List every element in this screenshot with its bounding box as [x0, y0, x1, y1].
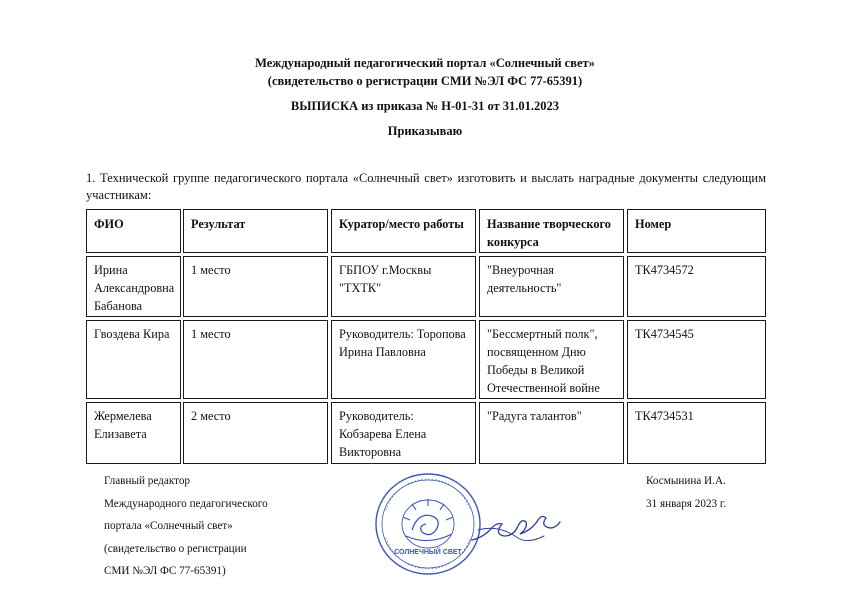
header-fio: ФИО [86, 209, 181, 253]
header-contest: Название творческого конкурса [479, 209, 624, 253]
order-word: Приказываю [387, 124, 463, 138]
editor-name: Космынина И.А. [646, 475, 726, 487]
row3-contest: "Радуга талантов" [479, 402, 624, 464]
registration-line: (свидетельство о регистрации СМИ №ЭЛ ФС 77-65391) [267, 74, 583, 88]
row2-contest: "Бессмертный полк", посвященном Дню Победы в Великой Отечественной войне [479, 320, 624, 399]
editor-line-3: портала «Солнечный свет» [104, 520, 233, 532]
editor-line-1: Главный редактор [104, 475, 191, 487]
svg-text:СОЛНЕЧНЫЙ СВЕТ: СОЛНЕЧНЫЙ СВЕТ [394, 549, 462, 556]
row3-result: 2 место [183, 402, 328, 464]
row1-number: ТК4734572 [627, 256, 766, 317]
row2-number: ТК4734545 [627, 320, 766, 399]
row3-fio: Жермелева Елизавета [86, 402, 181, 464]
editor-line-2: Международного педагогического [104, 498, 268, 510]
intro-paragraph: 1. Технической группе педагогического портала «Солнечный свет» изготовить и выслать наградные документы следующим участникам: [86, 171, 766, 202]
header-result: Результат [183, 209, 328, 253]
handwritten-signature [468, 500, 563, 555]
row2-fio: Гвоздева Кира [86, 320, 181, 399]
row3-curator: Руководитель: Кобзарева Елена Викторовна [331, 402, 476, 464]
editor-line-5: СМИ №ЭЛ ФС 77-65391) [104, 565, 226, 577]
row2-result: 1 место [183, 320, 328, 399]
row1-contest: "Внеурочная деятельность" [479, 256, 624, 317]
row1-result: 1 место [183, 256, 328, 317]
row3-number: ТК4734531 [627, 402, 766, 464]
row2-curator: Руководитель: Торопова Ирина Павловна [331, 320, 476, 399]
row1-fio: Ирина Александровна Бабанова [86, 256, 181, 317]
signature-date: 31 января 2023 г. [646, 498, 727, 510]
header-curator: Куратор/место работы [331, 209, 476, 253]
row1-curator: ГБПОУ г.Москвы "ТХТК" [331, 256, 476, 317]
header-number: Номер [627, 209, 766, 253]
editor-line-4: (свидетельство о регистрации [104, 543, 247, 555]
portal-title: Международный педагогический портал «Солнечный свет» [255, 56, 595, 70]
extract-title: ВЫПИСКА из приказа № Н-01-31 от 31.01.2023 [290, 99, 560, 113]
